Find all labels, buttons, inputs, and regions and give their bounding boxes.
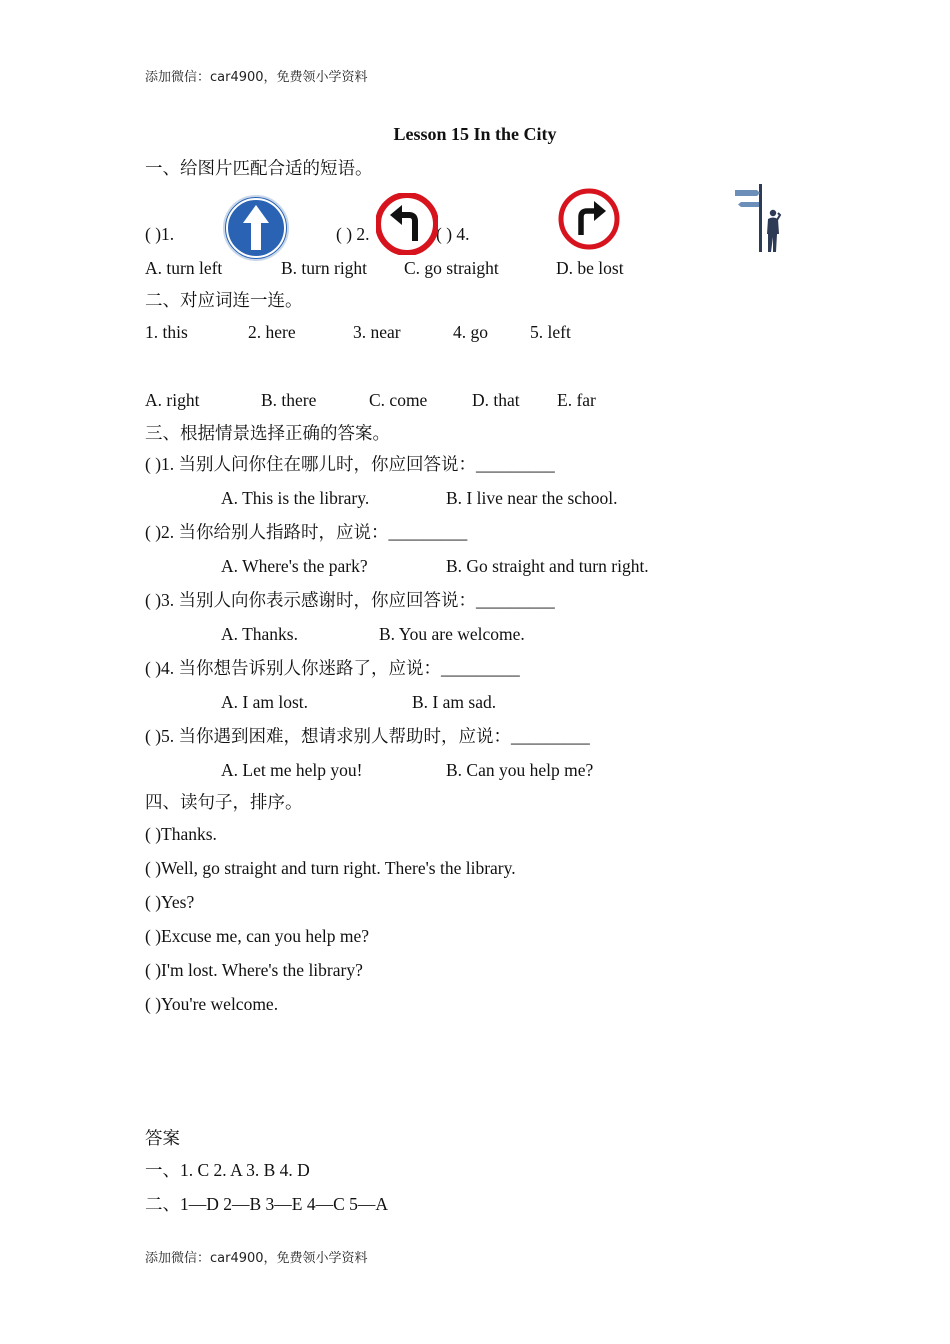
section3-question-3: ( )3. 当别人向你表示感谢时，你应回答说：_________ [145, 590, 555, 610]
page-title: Lesson 15 In the City [393, 124, 557, 144]
section3-q5-option-b: B. Can you help me? [446, 760, 594, 780]
answers-line-2: 二、1—D 2—B 3—E 4—C 5—A [145, 1194, 389, 1214]
section4-line-2: ( )Well, go straight and turn right. There's the library. [145, 858, 516, 878]
turn-left-sign-icon [376, 193, 438, 255]
section3-question-2: ( )2. 当你给别人指路时，应说：_________ [145, 522, 468, 542]
section1-heading: 一、给图片匹配合适的短语。 [145, 158, 373, 178]
section3-q5-option-a: A. Let me help you! [221, 760, 363, 780]
section3-question-5: ( )5. 当你遇到困难，想请求别人帮助时，应说：_________ [145, 726, 590, 746]
section2-word-4: 4. go [453, 322, 488, 342]
section3-question-1: ( )1. 当别人问你住在哪儿时，你应回答说：_________ [145, 454, 555, 474]
section4-line-4: ( )Excuse me, can you help me? [145, 926, 370, 946]
section4-line-5: ( )I'm lost. Where's the library? [145, 960, 363, 980]
answers-line-1: 一、1. C 2. A 3. B 4. D [145, 1160, 310, 1180]
section1-q4: ( ) 4. [436, 224, 470, 244]
page-header: 添加微信：car4900，免费领小学资料 [145, 70, 368, 85]
section2-match-d: D. that [472, 390, 520, 410]
straight-sign-icon [222, 194, 290, 262]
section4-line-3: ( )Yes? [145, 892, 195, 912]
section2-heading: 二、对应词连一连。 [145, 290, 303, 310]
section3-q1-option-a: A. This is the library. [221, 488, 370, 508]
section2-word-5: 5. left [530, 322, 571, 342]
section1-q2: ( ) 2. [336, 224, 370, 244]
section2-match-e: E. far [557, 390, 596, 410]
section2-word-2: 2. here [248, 322, 296, 342]
lost-person-signpost-icon [733, 182, 783, 254]
section1-option-c: C. go straight [404, 258, 499, 278]
section3-q4-option-a: A. I am lost. [221, 692, 309, 712]
section2-match-c: C. come [369, 390, 428, 410]
section3-q2-option-a: A. Where's the park? [221, 556, 368, 576]
page-footer: 添加微信：car4900，免费领小学资料 [145, 1251, 368, 1266]
section4-heading: 四、读句子，排序。 [145, 792, 303, 812]
section3-q3-option-b: B. You are welcome. [379, 624, 525, 644]
answers-heading: 答案 [145, 1128, 180, 1148]
section1-option-d: D. be lost [556, 258, 624, 278]
section1-option-b: B. turn right [281, 258, 368, 278]
section1-option-a: A. turn left [145, 258, 223, 278]
section4-line-1: ( )Thanks. [145, 824, 217, 844]
section2-word-3: 3. near [353, 322, 401, 342]
section2-match-b: B. there [261, 390, 317, 410]
turn-right-sign-icon [558, 188, 620, 250]
section3-q1-option-b: B. I live near the school. [446, 488, 618, 508]
section3-q2-option-b: B. Go straight and turn right. [446, 556, 649, 576]
section3-q3-option-a: A. Thanks. [221, 624, 298, 644]
section2-match-a: A. right [145, 390, 200, 410]
section3-question-4: ( )4. 当你想告诉别人你迷路了，应说：_________ [145, 658, 520, 678]
section3-heading: 三、根据情景选择正确的答案。 [145, 423, 390, 443]
section1-q1: ( )1. [145, 224, 175, 244]
section4-line-6: ( )You're welcome. [145, 994, 279, 1014]
section3-q4-option-b: B. I am sad. [412, 692, 497, 712]
section2-word-1: 1. this [145, 322, 188, 342]
